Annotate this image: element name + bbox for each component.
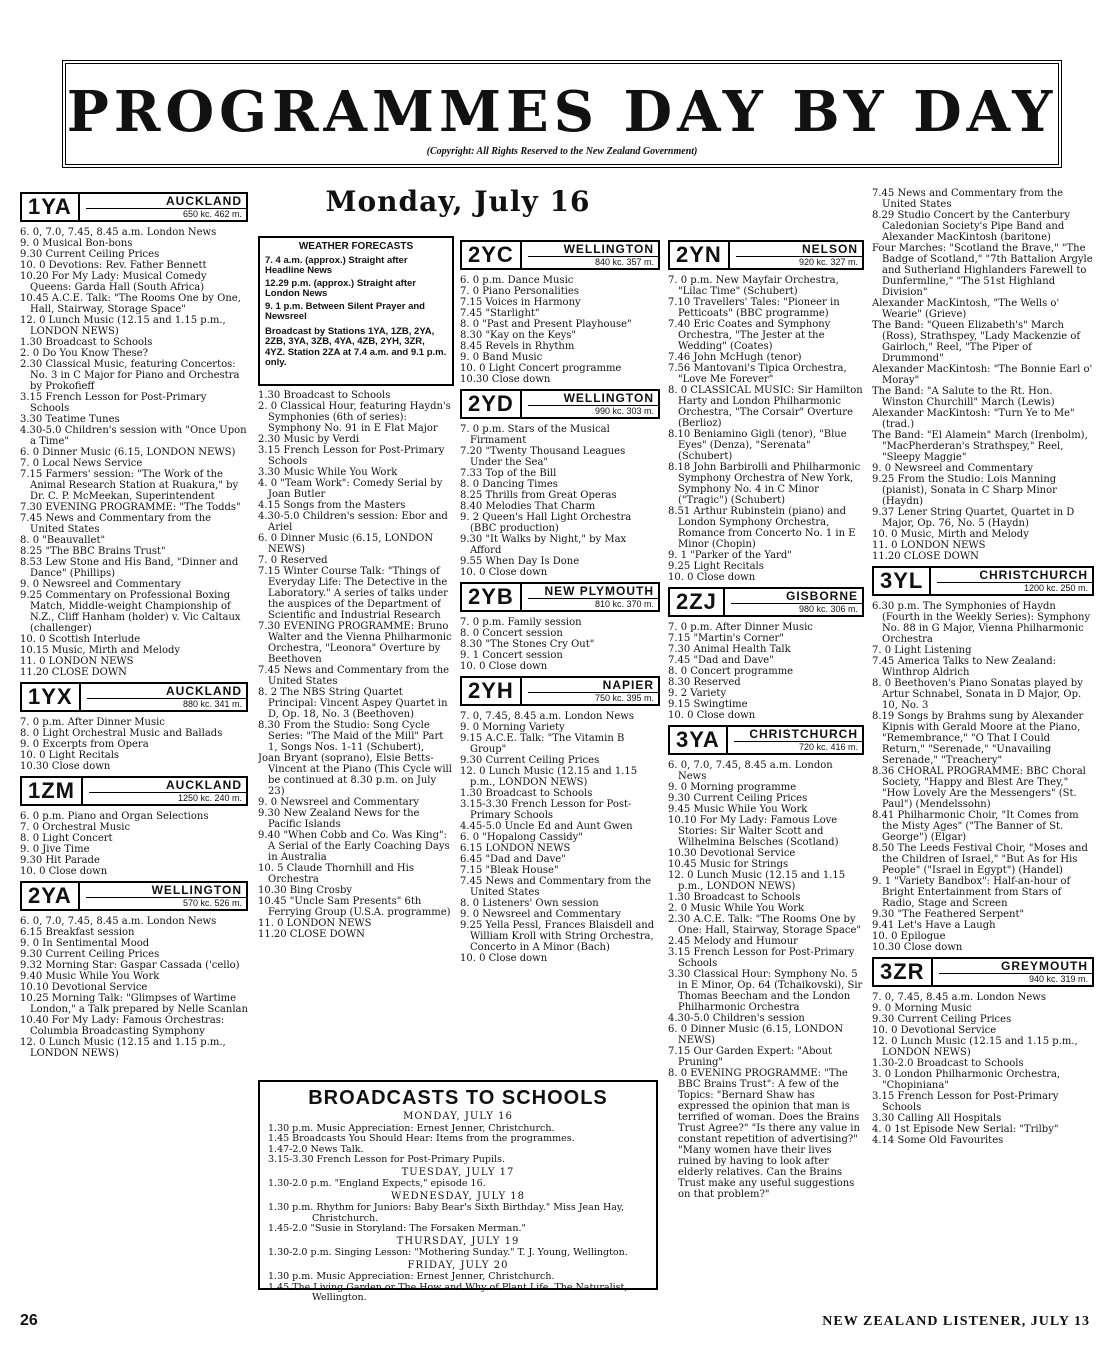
programme-item: 7.45 News and Commentary from the United States — [872, 188, 1064, 210]
station-call-sign: 3YL — [874, 568, 931, 594]
programme-item: 6. 0 "Hopalong Cassidy" — [460, 832, 583, 843]
programme-item: 9. 0 Band Music — [460, 352, 543, 363]
programme-item: 4.45-5.0 Uncle Ed and Aunt Gwen — [460, 821, 633, 832]
programme-item: 8.18 John Barbirolli and Philharmonic Symphony Orchestra of New York, Symphony No. 4 in C Minor ("Tragic") (Schubert) — [668, 462, 861, 506]
programme-item: 9.55 When Day Is Done — [460, 556, 580, 567]
programme-item: 1.30 Broadcast to Schools — [460, 788, 593, 799]
schools-item: 1.45-2.0 "Susie in Storyland: The Forsaken Merman." — [268, 1223, 526, 1234]
programme-item: 7.56 Mantovani's Tipica Orchestra, "Love Me Forever" — [668, 363, 847, 385]
programme-item: 7.15 Our Garden Expert: "About Pruning" — [668, 1046, 833, 1068]
programme-item: 11.20 CLOSE DOWN — [258, 929, 365, 940]
station-city: NEW PLYMOUTH — [528, 585, 658, 599]
programme-item: 9. 0 Morning programme — [668, 782, 797, 793]
schools-item: 3.15-3.30 French Lesson for Post-Primary Pupils. — [268, 1154, 505, 1165]
programme-item: 9.45 Music While You Work — [668, 804, 808, 815]
programme-item: 7.20 "Twenty Thousand Leagues Under the Sea" — [460, 446, 626, 468]
programme-item: 9. 0 Musical Bon-bons — [20, 238, 133, 249]
programme-item: 8.30 "The Stones Cry Out" — [460, 639, 595, 650]
programme-item: 7. 0, 7.45, 8.45 a.m. London News — [872, 992, 1046, 1003]
programme-item: 3. 0 London Philharmonic Orchestra, "Chopiniana" — [872, 1069, 1061, 1091]
programme-item: 4.30-5.0 Children's session: Ebor and Ariel — [258, 511, 448, 533]
programme-item: 6. 0 p.m. Dance Music — [460, 275, 574, 286]
programme-item: 7. 0 p.m. Family session — [460, 617, 582, 628]
programme-item: 9. 0 Morning Variety — [460, 722, 565, 733]
programme-item: 7.15 Voices in Harmony — [460, 297, 581, 308]
programme-item: 8.25 Thrills from Great Operas — [460, 490, 617, 501]
station-frequency: 720 kc. 416 m. — [798, 741, 858, 752]
programme-item: 6. 0, 7.0, 7.45, 8.45 a.m. London News — [668, 760, 833, 782]
station-logo-2yn — [668, 240, 864, 270]
station-city: GISBORNE — [731, 590, 862, 604]
programme-item: 6. 0 Dinner Music (6.15, LONDON NEWS) — [20, 447, 236, 458]
programme-item: 10. 0 Music, Mirth and Melody — [872, 529, 1029, 540]
publication-footer: NEW ZEALAND LISTENER, JULY 13 — [822, 1314, 1090, 1329]
station-frequency: 1250 kc. 240 m. — [177, 792, 242, 803]
programme-item: 6.15 Breakfast session — [20, 927, 135, 938]
schools-item: 1.45 The Living Garden or The How and Why of Plant Life. The Naturalist, Wellington. — [268, 1281, 628, 1303]
weather-forecasts-box — [258, 236, 454, 386]
programme-item: 8.53 Lew Stone and His Band, "Dinner and Dance" (Phillips) — [20, 557, 239, 579]
programme-item: 8. 0 "Past and Present Playhouse" — [460, 319, 632, 330]
programme-item: 1.30 Broadcast to Schools — [20, 337, 153, 348]
programme-item: 11. 0 LONDON NEWS — [20, 656, 134, 667]
programme-item: 10.20 For My Lady: Musical Comedy Queens: Garda Hall (South Africa) — [20, 271, 207, 293]
programme-item: 8.10 Beniamino Gigli (tenor), "Blue Eyes" (Denza), "Serenata" (Schubert) — [668, 429, 847, 462]
station-frequency: 840 kc. 357 m. — [594, 256, 654, 267]
schools-day: THURSDAY, JULY 19 — [396, 1235, 520, 1247]
programme-item: 12. 0 Lunch Music (12.15 and 1.15 p.m., LONDON NEWS) — [460, 766, 638, 788]
programme-item: 7.30 Animal Health Talk — [668, 644, 791, 655]
station-call-sign: 1YA — [22, 194, 80, 220]
programme-item: 8.51 Arthur Rubinstein (piano) and London Symphony Orchestra, Romance from Concerto No. 1 in E Minor (Chopin) — [668, 506, 856, 550]
programme-item: 2. 0 Do You Know These? — [20, 348, 148, 359]
programme-item: 8.36 CHORAL PROGRAMME: BBC Choral Society, "Happy and Blest Are They," "How Lovely Are the Messengers" (St. Paul") (Mendelssohn) — [872, 766, 1086, 810]
programme-item: 11.20 CLOSE DOWN — [872, 551, 979, 562]
programme-item: 8.41 Philharmonic Choir, "It Comes from the Misty Ages" ("The Banner of St. George") (Elgar) — [872, 810, 1079, 843]
station-logo-3zr — [872, 957, 1094, 987]
programme-item: 8.40 Melodies That Charm — [460, 501, 596, 512]
broadcasts-to-schools-box — [258, 1080, 658, 1303]
station-logo-3yl — [872, 566, 1094, 596]
programme-item: 7. 0 Piano Personalities — [460, 286, 579, 297]
programme-item: 9. 0 Newsreel and Commentary — [20, 579, 182, 590]
programme-item: 8. 0 Dancing Times — [460, 479, 558, 490]
station-call-sign: 2YH — [462, 678, 522, 704]
programme-item: 7.15 "Martin's Corner" — [668, 633, 784, 644]
station-city: CHRISTCHURCH — [734, 728, 862, 742]
programme-item: 7.40 Eric Coates and Symphony Orchestra, "The Jester at the Wedding" (Coates) — [668, 319, 831, 352]
programme-item: 2. 0 Classical Hour, featuring Haydn's Symphonies (6th of series): Symphony No. 91 in E Flat Major — [258, 401, 451, 434]
programme-item: 3.15-3.30 French Lesson for Post-Primary Schools — [460, 799, 632, 821]
station-logo-2ya — [20, 881, 248, 911]
programme-item: 10. 0 Light Recitals — [20, 750, 120, 761]
programme-item: Alexander MacKintosh: "Turn Ye to Me" (trad.) — [872, 408, 1075, 430]
programme-item: 9.30 Current Ceiling Prices — [872, 1014, 1012, 1025]
programme-item: 8. 0 Listeners' Own session — [460, 898, 599, 909]
programme-item: 9.30 Current Ceiling Prices — [460, 755, 600, 766]
programme-item: 7. 0 p.m. After Dinner Music — [20, 717, 165, 728]
column-5 — [872, 188, 1094, 1298]
programme-item: 9. 0 Newsreel and Commentary — [460, 909, 622, 920]
schools-body — [268, 1112, 648, 1304]
station-city: WELLINGTON — [528, 243, 658, 257]
programme-item: 3.30 Teatime Tunes — [20, 414, 120, 425]
programme-item: 4. 0 1st Episode New Serial: "Trilby" — [872, 1124, 1059, 1135]
programme-item: 12. 0 Lunch Music (12.15 and 1.15 p.m., LONDON NEWS) — [668, 870, 846, 892]
programme-item: 3.30 Music While You Work — [258, 467, 398, 478]
column-3 — [460, 236, 660, 1074]
programme-item: 8.30 From the Studio: Song Cycle Series: "The Maid of the Mill" Part 1, Songs Nos. 1-11 (Schubert), — [258, 720, 444, 753]
programme-item: 9.30 "The Feathered Serpent" — [872, 909, 1025, 920]
programme-item: 9.25 Light Recitals — [668, 561, 764, 572]
programme-item: 7. 0 Light Listening — [872, 645, 972, 656]
station-logo-2yd — [460, 389, 660, 419]
copyright-notice: (Copyright: All Rights Reserved to the New Zealand Government) — [426, 146, 698, 157]
programme-item: 9. 0 Newsreel and Commentary — [872, 463, 1034, 474]
programme-item: 7.45 News and Commentary from the United States — [460, 876, 652, 898]
programme-item: 9. 2 Queen's Hall Light Orchestra (BBC production) — [460, 512, 632, 534]
station-frequency: 940 kc. 319 m. — [1028, 973, 1088, 984]
programme-item: 7.45 News and Commentary from the United States — [20, 513, 212, 535]
column-1 — [20, 188, 248, 1298]
programme-item: 10.30 Devotional Service — [668, 848, 796, 859]
programme-item: 7. 0 p.m. Stars of the Musical Firmament — [460, 424, 610, 446]
programme-item: 8. 0 Light Orchestral Music and Ballads — [20, 728, 223, 739]
programme-item: 2.30 Classical Music, featuring Concertos: No. 3 in C Major for Piano and Orchestra by Prokofieff — [20, 359, 240, 392]
programme-item: 7.45 "Starlight" — [460, 308, 540, 319]
programme-item: 9.15 Swingtime — [668, 699, 748, 710]
programme-item: 7.46 John McHugh (tenor) — [668, 352, 802, 363]
schools-item: 1.30 p.m. Music Appreciation: Ernest Jenner, Christchurch. — [268, 1122, 555, 1134]
station-frequency: 1200 kc. 250 m. — [1023, 582, 1088, 593]
programme-item: 9.41 Let's Have a Laugh — [872, 920, 996, 931]
programme-item: 7.45 "Dad and Dave" — [668, 655, 774, 666]
station-logo-2yc — [460, 240, 660, 270]
programme-item: 10.15 Music, Mirth and Melody — [20, 645, 181, 656]
programme-item: 2.30 A.C.E. Talk: "The Rooms One by One: Hall, Stairway, Storage Space" — [668, 914, 862, 936]
programme-item: 10.30 Bing Crosby — [258, 885, 353, 896]
weather-line: 7. 4 a.m. (approx.) Straight after Headline News — [265, 254, 408, 276]
programme-item: 9.25 From the Studio: Lois Manning (pianist), Sonata in C Sharp Minor (Haydn) — [872, 474, 1057, 507]
programme-item: 10.40 For My Lady: Famous Orchestras: Columbia Broadcasting Symphony — [20, 1015, 225, 1037]
programme-item: 9. 1 Concert session — [460, 650, 563, 661]
programme-item: 9.30 "It Walks by Night," by Max Afford — [460, 534, 627, 556]
programme-item: 9.30 Current Ceiling Prices — [668, 793, 808, 804]
station-call-sign: 2YA — [22, 883, 80, 909]
programme-item: 9.25 Commentary on Professional Boxing Match, Middle-weight Championship of N.Z., Cliff Hanham (holder) v. Vic Caltaux (challenger) — [20, 590, 241, 634]
programme-item: 10. 0 Close down — [668, 572, 756, 583]
programme-item: 3.30 Classical Hour: Symphony No. 5 in E Minor, Op. 64 (Tchaikovski), Sir Thomas Beecham and the London Philharmonic Orchestra — [668, 969, 863, 1013]
programme-item: 9.32 Morning Star: Gaspar Cassada ('cello) — [20, 960, 240, 971]
programme-item: 10. 0 Close down — [460, 661, 548, 672]
programme-item: 9.25 Yella Pessl, Frances Blaisdell and William Kroll with String Orchestra, Concerto in A Minor (Bach) — [460, 920, 655, 953]
schools-item: 1.30 p.m. Rhythm for Juniors: Baby Bear's Sixth Birthday." Miss Jean Hay, Christchurch. — [268, 1202, 625, 1224]
programme-item: 4.30-5.0 Children's session — [668, 1013, 805, 1024]
programme-item: 12. 0 Lunch Music (12.15 and 1.15 p.m., LONDON NEWS) — [20, 1037, 226, 1059]
station-call-sign: 2YN — [670, 242, 730, 268]
station-call-sign: 1ZM — [22, 778, 83, 804]
programme-item: The Band: "Queen Elizabeth's" March (Ross), Strathspey, "Lady Mackenzie of Gairloch," Reel, "The Piper of Drummond" — [872, 320, 1081, 364]
station-logo-2zj — [668, 587, 864, 617]
programme-item: 7. 0 Orchestral Music — [20, 822, 131, 833]
programme-item: 8.25 "The BBC Brains Trust" — [20, 546, 166, 557]
programme-item: 3.15 French Lesson for Post-Primary Schools — [258, 445, 445, 467]
programme-item: 9.15 A.C.E. Talk: "The Vitamin B Group" — [460, 733, 625, 755]
day-heading: Monday, July 16 — [325, 185, 591, 218]
station-call-sign: 3ZR — [874, 959, 933, 985]
programme-item: 10.10 Devotional Service — [20, 982, 148, 993]
programme-item: 8.29 Studio Concert by the Canterbury Caledonian Society's Pipe Band and Alexander MacKintosh (baritone) — [872, 210, 1070, 243]
programme-item: 10.10 For My Lady: Famous Love Stories: Sir Walter Scott and Wilhelmina Belsches (Scotland) — [668, 815, 839, 848]
programme-item: 8.30 Reserved — [668, 677, 741, 688]
programme-item: Alexander MacKintosh, "The Wells o' Wearie" (Grieve) — [872, 298, 1060, 320]
masthead — [62, 60, 1062, 168]
station-city: WELLINGTON — [86, 884, 246, 898]
programme-item: 9.30 Current Ceiling Prices — [20, 249, 160, 260]
programme-item: 3.15 French Lesson for Post-Primary Schools — [20, 392, 207, 414]
programme-item: 8. 0 "Beauvallet" — [20, 535, 106, 546]
programme-item: 8.45 Revels in Rhythm — [460, 341, 575, 352]
programme-item: 6. 0, 7.0, 7.45, 8.45 a.m. London News — [20, 916, 217, 927]
programme-item: 7. 0 Reserved — [258, 555, 328, 566]
programme-item: 2.30 Music by Verdi — [258, 434, 360, 445]
station-logo-2yh — [460, 676, 660, 706]
programme-item: 9. 0 Newsreel and Commentary — [258, 797, 420, 808]
schools-heading: BROADCASTS TO SCHOOLS — [308, 1087, 608, 1109]
programme-item: 7.30 EVENING PROGRAMME: Bruno Walter and the Vienna Philharmonic Orchestra, "Leonora" Overture by Beethoven — [258, 621, 452, 665]
station-city: AUCKLAND — [86, 195, 246, 209]
station-frequency: 810 kc. 370 m. — [594, 598, 654, 609]
programme-item: 1.30 Broadcast to Schools — [668, 892, 801, 903]
programme-item: 10. 0 Close down — [20, 866, 108, 877]
page-title: PROGRAMMES DAY BY DAY — [66, 79, 1058, 145]
programme-item: 7. 0 Local News Service — [20, 458, 143, 469]
station-city: AUCKLAND — [87, 685, 246, 699]
station-frequency: 990 kc. 303 m. — [594, 405, 654, 416]
programme-item: 6. 0 p.m. Piano and Organ Selections — [20, 811, 209, 822]
station-frequency: 650 kc. 462 m. — [182, 208, 242, 219]
programme-item: 4. 0 "Team Work": Comedy Serial by Joan Butler — [258, 478, 443, 500]
station-city: GREYMOUTH — [939, 960, 1092, 974]
programme-item: 10. 0 Close down — [668, 710, 756, 721]
programme-item: 9. 1 "Variety Bandbox": Half-an-hour of Bright Entertainment from Stars of Radio, Stage and Screen — [872, 876, 1071, 909]
programme-item: 2. 0 Music While You Work — [668, 903, 805, 914]
programme-item: 4.14 Some Old Favourites — [872, 1135, 1004, 1146]
schools-day: MONDAY, JULY 16 — [403, 1111, 513, 1122]
programme-item: 4.30-5.0 Children's session with "Once Upon a Time" — [20, 425, 247, 447]
programme-item: 11. 0 LONDON NEWS — [872, 540, 986, 551]
column-4 — [668, 236, 864, 1296]
programme-item: 10. 5 Claude Thornhill and His Orchestra — [258, 863, 414, 885]
programme-item: 10. 0 Close down — [460, 953, 548, 964]
programme-item: 7. 0 p.m. After Dinner Music — [668, 622, 813, 633]
programme-item: 10.30 Close down — [20, 761, 111, 772]
programme-item: 6.15 LONDON NEWS — [460, 843, 571, 854]
programme-item: 9. 1 "Parker of the Yard" — [668, 550, 792, 561]
programme-item: 2.45 Melody and Humour — [668, 936, 798, 947]
station-frequency: 750 kc. 395 m. — [594, 692, 654, 703]
programme-item: 6.45 "Dad and Dave" — [460, 854, 566, 865]
schools-item: 1.45 Broadcasts You Should Hear: Items from the programmes. — [268, 1133, 575, 1144]
programme-item: 7. 0, 7.45, 8.45 a.m. London News — [460, 711, 634, 722]
programme-item: 6. 0 Dinner Music (6.15, LONDON NEWS) — [668, 1024, 844, 1046]
programme-item: 8. 0 Beethoven's Piano Sonatas played by Artur Schnabel, Sonata in D Major, Op. 10, No. 3 — [872, 678, 1083, 711]
station-city: NAPIER — [528, 679, 658, 693]
programme-item: 12. 0 Lunch Music (12.15 and 1.15 p.m., LONDON NEWS) — [20, 315, 226, 337]
station-city: AUCKLAND — [89, 779, 246, 793]
programme-item: 8.30 "Kay on the Keys" — [460, 330, 577, 341]
programme-item: 9.30 Current Ceiling Prices — [20, 949, 160, 960]
station-logo-1zm — [20, 776, 248, 806]
programme-item: 7.15 Winter Course Talk: "Things of Everyday Life: The Detective in the Laboratory." A series of talks under the auspices of the Department of Scientific and Industrial Research — [258, 566, 448, 621]
programme-item: 6. 0, 7.0, 7.45, 8.45 a.m. London News — [20, 227, 217, 238]
programme-item: 3.15 French Lesson for Post-Primary Schools — [872, 1091, 1059, 1113]
programme-item: 8. 0 Light Concert — [20, 833, 113, 844]
schools-item: 1.30-2.0 p.m. "England Expects," episode 16. — [268, 1178, 486, 1189]
programme-item: 9.30 Hit Parade — [20, 855, 100, 866]
schools-item: 1.30-2.0 p.m. Singing Lesson: "Mothering Sunday." T. J. Young, Wellington. — [268, 1247, 628, 1258]
station-city: WELLINGTON — [528, 392, 658, 406]
programme-item: 1.30-2.0 Broadcast to Schools — [872, 1058, 1024, 1069]
programme-item: 8. 0 Concert session — [460, 628, 563, 639]
programme-item: 3.15 French Lesson for Post-Primary Schools — [668, 947, 855, 969]
programme-item: 7.30 EVENING PROGRAMME: "The Todds" — [20, 502, 241, 513]
programme-item: 10.45 Music for Strings — [668, 859, 789, 870]
station-call-sign: 2ZJ — [670, 589, 725, 615]
programme-item: 8. 0 Concert programme — [668, 666, 794, 677]
programme-item: 10.30 Close down — [872, 942, 963, 953]
programme-item: 11.20 CLOSE DOWN — [20, 667, 127, 678]
station-logo-1yx — [20, 682, 248, 712]
programme-item: Four Marches: "Scotland the Brave," "The Badge of Scotland," "7th Battalion Argyle and Sutherland Highlanders Farewell to Dunfermline," "The 51st Highland Division" — [872, 243, 1093, 298]
programme-item: 7.33 Top of the Bill — [460, 468, 557, 479]
programme-item: 8.50 The Leeds Festival Choir, "Moses and the Children of Israel," "But As for His People" ("Israel in Egypt") (Handel) — [872, 843, 1088, 876]
schools-day: WEDNESDAY, JULY 18 — [391, 1190, 525, 1202]
programme-item: 6.30 p.m. The Symphonies of Haydn (Fourth in the Weekly Series): Symphony No. 88 in G Major, Vienna Philharmonic Orchestra — [872, 601, 1091, 645]
station-call-sign: 1YX — [22, 684, 81, 710]
station-frequency: 880 kc. 341 m. — [182, 698, 242, 709]
station-frequency: 920 kc. 327 m. — [798, 256, 858, 267]
programme-item: 9.40 "When Cobb and Co. Was King": A Serial of the Early Coaching Days in Australia — [258, 830, 450, 863]
programme-item: 8.19 Songs by Brahms sung by Alexander Kipnis with Gerald Moore at the Piano, "Remembrance," "O That I Could Return," "Serenade," "Unavailing Serenade," "Treachery" — [872, 711, 1084, 766]
programme-item: 7.10 Travellers' Tales: "Pioneer in Petticoats" (BBC programme) — [668, 297, 840, 319]
programme-item: 6. 0 Dinner Music (6.15, LONDON NEWS) — [258, 533, 434, 555]
programme-item: 9. 0 Jive Time — [20, 844, 90, 855]
programme-item: 7.45 America Talks to New Zealand: Winthrop Aldrich — [872, 656, 1057, 678]
programme-item: 9.40 Music While You Work — [20, 971, 160, 982]
station-logo-1ya — [20, 192, 248, 222]
programme-item: 12. 0 Lunch Music (12.15 and 1.15 p.m., LONDON NEWS) — [872, 1036, 1078, 1058]
programme-item: 10.45 A.C.E. Talk: "The Rooms One by One, Hall, Stairway, Storage Space" — [20, 293, 241, 315]
programme-item: The Band: "A Salute to the Rt. Hon. Winston Churchill" March (Lewis) — [872, 386, 1055, 408]
weather-line: 12.29 p.m. (approx.) Straight after London News — [265, 277, 416, 299]
programme-item: 4.15 Songs from the Masters — [258, 500, 406, 511]
programme-item: 9.37 Lener String Quartet, Quartet in D Major, Op. 76, No. 5 (Haydn) — [872, 507, 1075, 529]
programme-item: 10.45 "Uncle Sam Presents" 6th Ferrying Group (U.S.A. programme) — [258, 896, 451, 918]
programme-item: 10. 0 Scottish Interlude — [20, 634, 141, 645]
programme-item: 10. 0 Epilogue — [872, 931, 946, 942]
programme-item: 9.30 New Zealand News for the Pacific Islands — [258, 808, 420, 830]
schools-day: TUESDAY, JULY 17 — [401, 1166, 515, 1178]
programme-item: 8. 0 CLASSICAL MUSIC: Sir Hamilton Harty and London Philharmonic Orchestra, "The Corsair" Overture (Berlioz) — [668, 385, 863, 429]
programme-item: 8. 0 EVENING PROGRAMME: "The BBC Brains Trust": A few of the Topics: "Bernard Shaw has expressed the opinion that man is terrified of woman. Does the Brains Trust Agree?" "Is there any value in constant repetition of advertising?" "Many women have their lives ruined by having to look after elderly relatives. Can the Brains Trust make any useful suggestions on that problem?" — [668, 1068, 860, 1200]
programme-item: 1.30 Broadcast to Schools — [258, 390, 391, 401]
station-call-sign: 2YB — [462, 584, 522, 610]
programme-item: 10. 0 Light Concert programme — [460, 363, 622, 374]
programme-item: 3.30 Calling All Hospitals — [872, 1113, 1002, 1124]
programme-item: 9. 0 In Sentimental Mood — [20, 938, 150, 949]
station-frequency: 980 kc. 306 m. — [798, 603, 858, 614]
station-city: CHRISTCHURCH — [937, 569, 1092, 583]
programme-item: 7.15 Farmers' session: "The Work of the Animal Research Station at Ruakura," by Dr. C. P. McMeekan, Superintendent — [20, 469, 239, 502]
programme-item: 10.25 Morning Talk: "Glimpses of Wartime London," a Talk prepared by Nelle Scanlan — [20, 993, 248, 1015]
station-call-sign: 2YD — [462, 391, 522, 417]
programme-item: 11. 0 LONDON NEWS — [258, 918, 372, 929]
station-call-sign: 2YC — [462, 242, 522, 268]
programme-item: 10. 0 Devotions: Rev. Father Bennett — [20, 260, 207, 271]
programme-item: Joan Bryant (soprano), Elsie Betts-Vincent at the Piano (This Cycle will be continued at 8.30 p.m. on July 23) — [258, 753, 452, 797]
programme-item: 8. 2 The NBS String Quartet Principal: Vincent Aspey Quartet in D, Op. 18, No. 3 (Beethoven) — [258, 687, 448, 720]
station-logo-2yb — [460, 582, 660, 612]
programme-item: 9. 2 Variety — [668, 688, 727, 699]
programme-item: 10.30 Close down — [460, 374, 551, 385]
programme-item: 7.45 News and Commentary from the United States — [258, 665, 450, 687]
weather-line: Broadcast by Stations 1YA, 1ZB, 2YA, 2ZB, 3YA, 3ZB, 4YA, 4ZB, 2YH, 3ZR, 4YZ. Station 2ZA at 7.4 a.m. and 9.1 p.m. only. — [265, 325, 447, 368]
station-city: NELSON — [736, 243, 862, 257]
programme-item: 9. 0 Morning Music — [872, 1003, 972, 1014]
weather-line: 9. 1 p.m. Between Silent Prayer and Newsreel — [265, 300, 425, 322]
station-logo-3ya — [668, 725, 864, 755]
programme-item: 10. 0 Devotional Service — [872, 1025, 997, 1036]
schools-item: 1.30 p.m. Music Appreciation: Ernest Jenner, Christchurch. — [268, 1271, 555, 1282]
programme-item: 7.15 "Bleak House" — [460, 865, 559, 876]
station-call-sign: 3YA — [670, 727, 728, 753]
weather-heading: WEATHER FORECASTS — [298, 241, 414, 252]
page-number: 26 — [20, 1312, 38, 1329]
programme-item: 9. 0 Excerpts from Opera — [20, 739, 149, 750]
programme-item: 7. 0 p.m. New Mayfair Orchestra, "Lilac Time" (Schubert) — [668, 275, 839, 297]
programme-item: Alexander MacKintosh: "The Bonnie Earl o' Moray" — [872, 364, 1093, 386]
programme-item: 10. 0 Close down — [460, 567, 548, 578]
schools-day: FRIDAY, JULY 20 — [407, 1259, 509, 1271]
station-frequency: 570 kc. 526 m. — [182, 897, 242, 908]
programme-item: The Band: "El Alamein" March (Irenbolm), "MacPherderan's Strathspey," Reel, "Sleepy Maggie" — [872, 430, 1088, 463]
schools-item: 1.47-2.0 News Talk. — [268, 1143, 364, 1155]
